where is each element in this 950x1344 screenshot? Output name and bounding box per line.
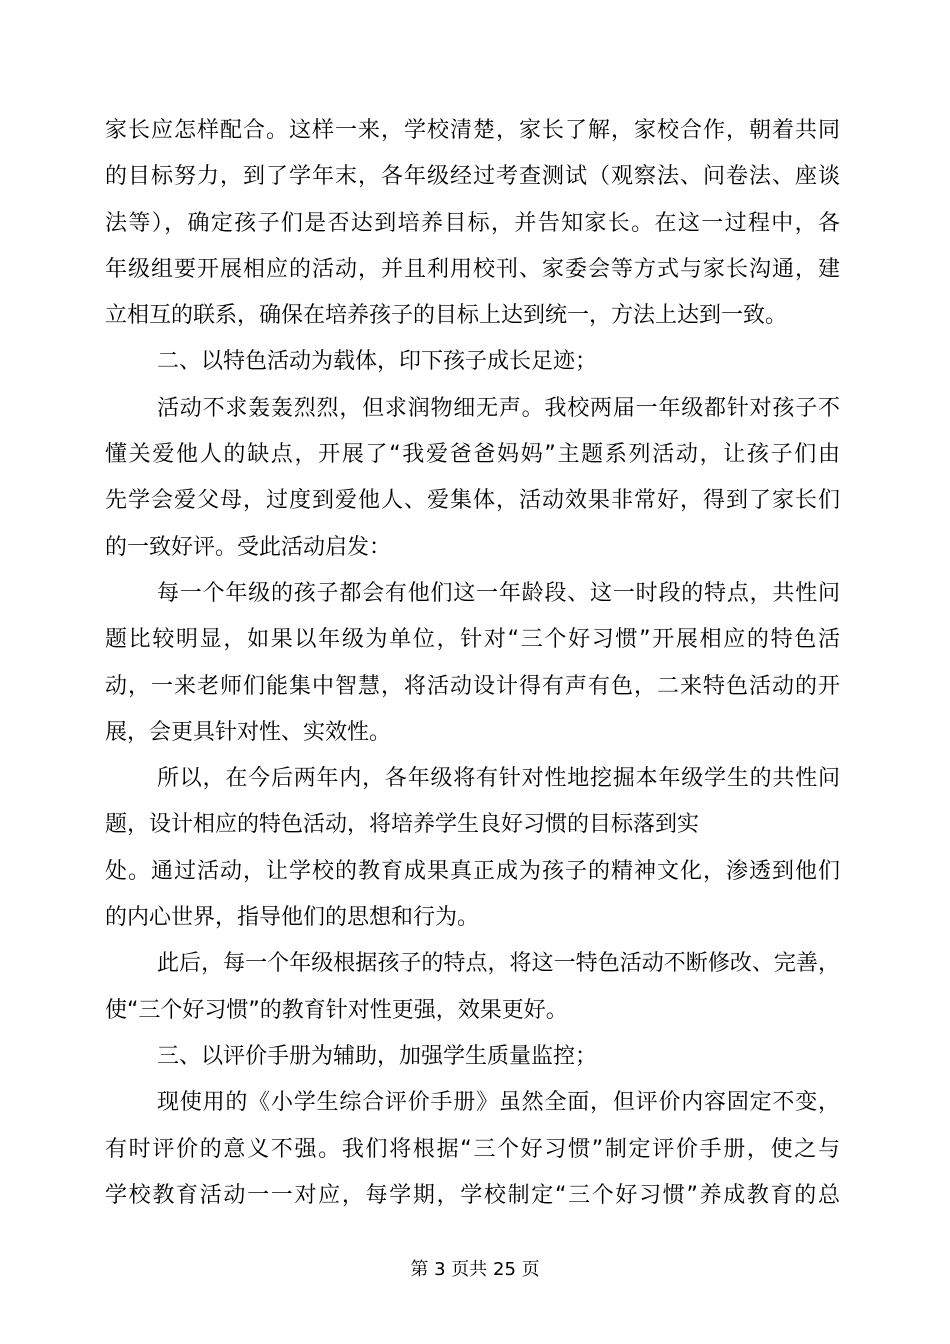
text-line: 先学会爱父母，过度到爱他人、爱集体，活动效果非常好，得到了家长们 xyxy=(105,488,840,514)
text-line: 现使用的《小学生综合评价手册》虽然全面，但评价内容固定不变， xyxy=(157,1090,840,1116)
text-line: 二、以特色活动为载体，印下孩子成长足迹； xyxy=(157,349,598,375)
text-line: 法等），确定孩子们是否达到培养目标，并告知家长。在这一过程中，各 xyxy=(105,210,840,236)
page-number-footer: 第 3 页共 25 页 xyxy=(410,1259,540,1280)
text-line: 题，设计相应的特色活动，将培养学生良好习惯的目标落到实 xyxy=(105,812,700,838)
text-line: 年级组要开展相应的活动，并且利用校刊、家委会等方式与家长沟通，建 xyxy=(105,256,840,282)
text-line: 懂关爱他人的缺点，开展了“我爱爸爸妈妈”主题系列活动，让孩子们由 xyxy=(105,442,840,468)
text-line: 有时评价的意义不强。我们将根据“三个好习惯”制定评价手册，使之与 xyxy=(105,1136,840,1162)
text-line: 家长应怎样配合。这样一来，学校清楚，家长了解，家校合作，朝着共同 xyxy=(105,118,840,143)
text-line: 学校教育活动一一对应，每学期，学校制定“三个好习惯”养成教育的总 xyxy=(105,1182,840,1208)
text-line: 题比较明显，如果以年级为单位，针对“三个好习惯”开展相应的特色活 xyxy=(105,627,840,653)
text-line: 的一致好评。受此活动启发： xyxy=(105,534,392,560)
text-line: 每一个年级的孩子都会有他们这一年龄段、这一时段的特点，共性问 xyxy=(157,580,840,606)
text-line: 处。通过活动，让学校的教育成果真正成为孩子的精神文化，渗透到他们 xyxy=(105,858,840,884)
text-line: 的目标努力，到了学年末，各年级经过考查测试（观察法、问卷法、座谈 xyxy=(105,164,840,190)
text-line: 立相互的联系，确保在培养孩子的目标上达到统一，方法上达到一致。 xyxy=(105,303,788,329)
document-body xyxy=(105,108,840,1219)
text-line: 所以，在今后两年内，各年级将有针对性地挖掘本年级学生的共性问 xyxy=(157,766,840,792)
text-line: 活动不求轰轰烈烈，但求润物细无声。我校两届一年级都针对孩子不 xyxy=(157,395,840,421)
text-line: 的内心世界，指导他们的思想和行为。 xyxy=(105,905,480,931)
text-line: 三、以评价手册为辅助，加强学生质量监控； xyxy=(157,1043,598,1069)
text-line: 此后，每一个年级根据孩子的特点，将这一特色活动不断修改、完善， xyxy=(157,951,840,977)
text-line: 展，会更具针对性、实效性。 xyxy=(105,719,392,745)
text-line: 动，一来老师们能集中智慧，将活动设计得有声有色，二来特色活动的开 xyxy=(105,673,840,699)
text-line: 使“三个好习惯”的教育针对性更强，效果更好。 xyxy=(105,997,568,1023)
